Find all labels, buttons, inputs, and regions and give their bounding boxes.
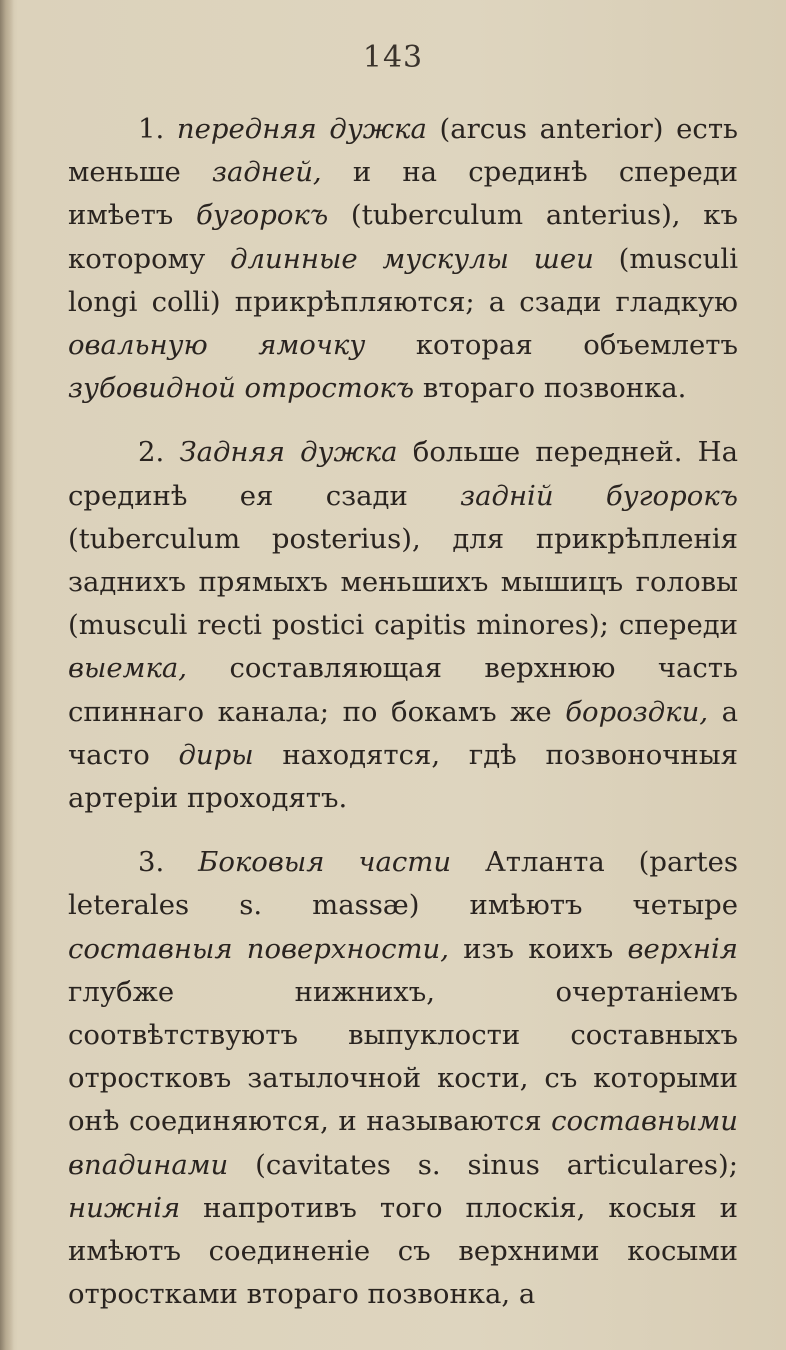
- italic-term: нижнія: [68, 1191, 181, 1224]
- text-run: Атланта (partes leterales s. massæ) имѣютъ четыре: [68, 846, 738, 922]
- italic-term: задній бугорокъ: [460, 479, 738, 512]
- italic-term: зубовидной отростокъ: [68, 372, 415, 405]
- paragraph-2: [68, 431, 738, 820]
- text-run: находятся, гдѣ позвоночныя артеріи проходятъ.: [68, 738, 738, 815]
- italic-term: длинные мускулы шеи: [230, 242, 594, 275]
- italic-term: составныя поверхности,: [68, 932, 450, 965]
- italic-term: диры: [178, 738, 254, 771]
- text-run: (arcus anterior) есть меньше: [68, 113, 739, 189]
- page-binding-edge: [0, 0, 14, 1350]
- text-run: 2.: [138, 436, 180, 469]
- italic-term: Боковыя части: [198, 846, 452, 879]
- text-run: (cavitates s. sinus articulares);: [228, 1148, 738, 1181]
- text-run: 1.: [138, 113, 177, 145]
- body-text: [68, 108, 738, 1316]
- text-run: глубже нижнихъ, очертаніемъ соотвѣтствуютъ выпуклости составныхъ отростковъ затылочной кости, съ которыми онѣ соединяются, и называются: [68, 975, 738, 1138]
- text-run: 3.: [138, 846, 199, 879]
- text-run: (tuberculum anterius), къ которому: [68, 199, 738, 275]
- paragraph-1: [68, 108, 738, 410]
- text-run: а часто: [68, 695, 738, 771]
- italic-term: Задняя дужка: [179, 436, 398, 469]
- italic-term: задней,: [211, 156, 322, 189]
- italic-term: составными впадинами: [68, 1105, 738, 1181]
- italic-term: верхнія: [627, 932, 738, 965]
- page-number: 143: [362, 40, 424, 75]
- text-run: напротивъ того плоскія, косыя и имѣютъ соединеніе съ верхними косыми отростками втораго позвонка, а: [68, 1191, 738, 1311]
- text-run: больше передней. На срединѣ ея сзади: [68, 436, 738, 512]
- text-run: изъ коихъ: [449, 932, 628, 965]
- text-run: втораго позвонка.: [414, 372, 687, 405]
- italic-term: бугорокъ: [196, 199, 329, 232]
- text-run: (musculi longi colli) прикрѣпляются; а сзади гладкую: [68, 242, 738, 318]
- italic-term: овальную ямочку: [68, 329, 366, 362]
- italic-term: бороздки,: [565, 695, 709, 728]
- text-run: и на срединѣ спереди имѣетъ: [68, 156, 738, 232]
- text-run: составляющая верхнюю часть спиннаго канала; по бокамъ же: [68, 652, 738, 728]
- text-run: (tuberculum posterius), для прикрѣпленія заднихъ прямыхъ меньшихъ мышицъ головы (musculi recti postici capitis minores); спереди: [68, 522, 738, 642]
- italic-term: передняя дужка: [176, 113, 427, 145]
- italic-term: выемка,: [68, 652, 188, 685]
- paragraph-3: [68, 841, 738, 1316]
- text-run: которая объемлетъ: [365, 329, 738, 362]
